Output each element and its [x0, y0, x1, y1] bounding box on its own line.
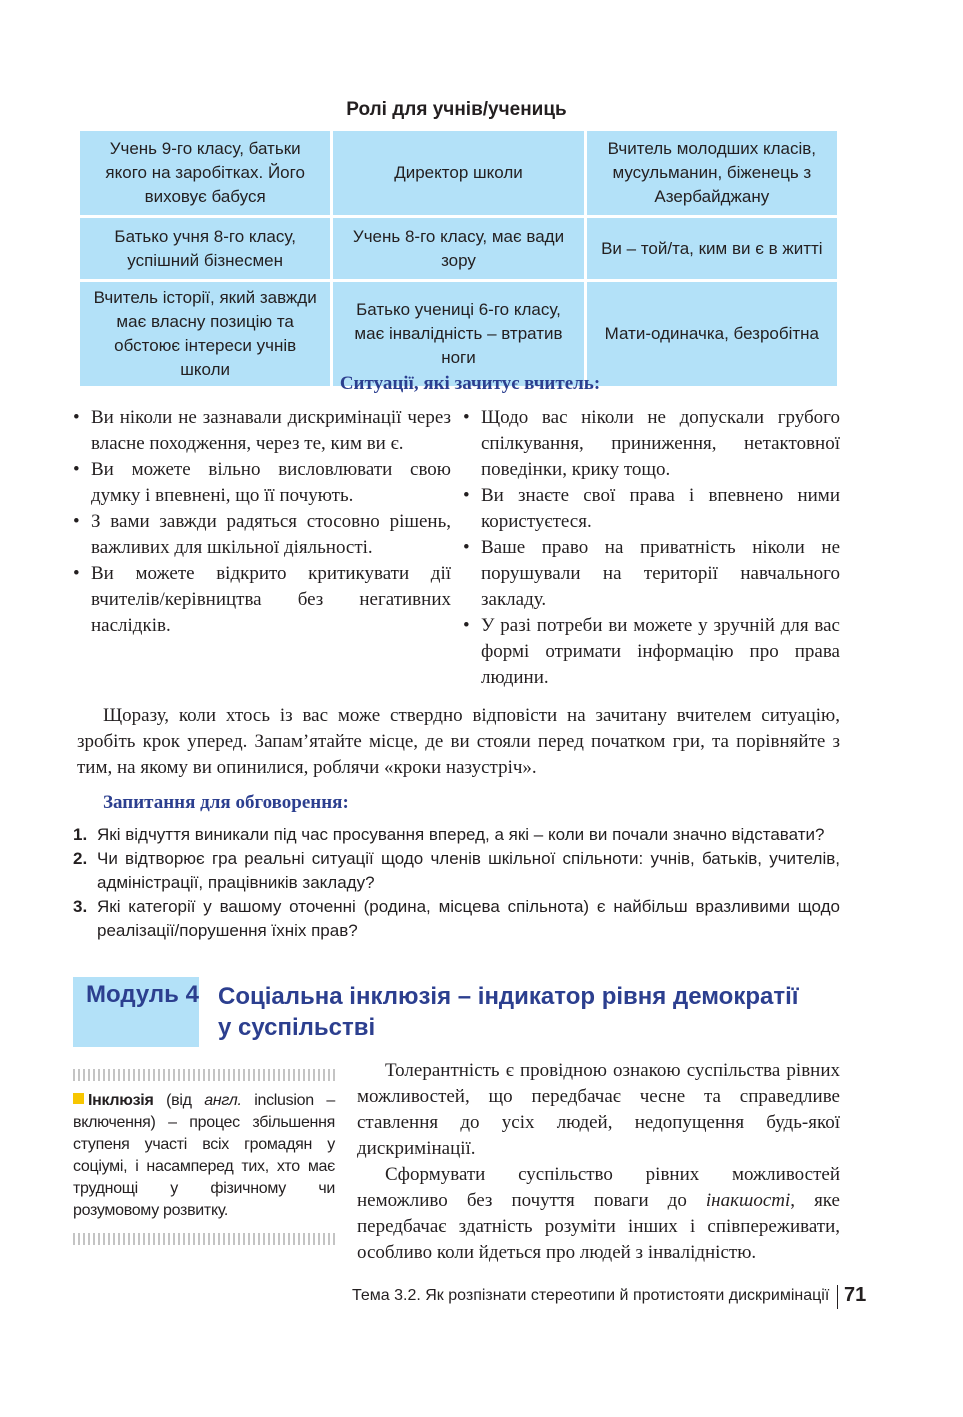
table-cell: Директор школи: [332, 130, 585, 217]
list-item: • У разі потреби ви можете у зручній для вас формі отримати інформацію про права людини.: [463, 615, 840, 688]
roles-title: Ролі для учнів/учениць: [346, 99, 567, 120]
sidebar-divider-bottom: [73, 1233, 336, 1245]
questions-title: Запитання для обговорення:: [103, 792, 349, 813]
question-number: 1.: [73, 825, 88, 844]
table-cell: Батько учня 8-го класу, успішний бізнесмен: [79, 217, 332, 281]
question-number: 3.: [73, 897, 88, 916]
bullet-icon: •: [463, 615, 470, 636]
main-text: [357, 1058, 840, 1266]
footer-divider: [837, 1285, 838, 1309]
table-cell: Вчитель молодших класів, мусульманин, біженець з Азербайджану: [585, 130, 838, 217]
roles-table: [77, 128, 840, 389]
module-label: Модуль 4: [86, 981, 199, 1008]
question-item: 2. Чи відтворює гра реальні ситуації щодо членів шкільної спільноти: учнів, батьків, учителів, адміністрації, працівників закладу?: [73, 849, 840, 892]
table-cell: Учень 8-го класу, має вади зору: [332, 217, 585, 281]
footer-topic: Тема 3.2. Як розпізнати стереотипи й протистояти дискримінації: [352, 1287, 830, 1304]
table-row: [79, 281, 839, 388]
bullet-icon: •: [73, 511, 80, 532]
game-instructions-paragraph: Щоразу, коли хтось із вас може ствердно відповісти на зачитану вчителем ситуацію, зробіть крок уперед. Запам’ятайте місце, де ви стояли перед початком гри, та порівняйте з тим, на якому ви опинилися, роблячи «кроки назустріч».: [77, 705, 840, 778]
list-item: • Ви ніколи не зазнавали дискримінації через власне походження, через те, ким ви є.: [73, 407, 451, 454]
list-item: • Щодо вас ніколи не допускали грубого спілкування, приниження, нетактовної поведінки, крику тощо.: [463, 407, 840, 480]
bullet-icon: •: [73, 459, 80, 480]
list-item: • З вами завжди радяться стосовно рішень, важливих для шкільної діяльності.: [73, 511, 451, 558]
list-item: • Ваше право на приватність ніколи не порушували на території навчального закладу.: [463, 537, 840, 610]
table-cell: Батько учениці 6-го класу, має інвалідність – втратив ноги: [332, 281, 585, 388]
square-marker-icon: [73, 1093, 84, 1104]
situations-left-column: [73, 405, 451, 639]
definition-sidebar: Інклюзія (від англ. inclusion – включення) – процес збільшення ступеня участі всіх громадян у соціумі, і насамперед тих, хто має труднощі у фізичному чи розумовому розвитку.: [73, 1092, 336, 1219]
question-number: 2.: [73, 849, 88, 868]
bullet-icon: •: [73, 407, 80, 428]
table-cell: Ви – той/та, ким ви є в житті: [585, 217, 838, 281]
paragraph: Толерантність є провідною ознакою суспільства рівних можливостей, що передбачає чесне та справедливе ставлення до усіх людей, недопущення будь-якої дискримінації.: [357, 1060, 840, 1159]
definition-term: Інклюзія: [88, 1092, 154, 1109]
sidebar-divider-top: [73, 1069, 336, 1081]
table-row: [79, 130, 839, 217]
questions-list: [73, 823, 840, 943]
table-cell: Вчитель історії, який завжди має власну позицію та обстоює інтереси учнів школи: [79, 281, 332, 388]
bullet-icon: •: [463, 485, 470, 506]
bullet-icon: •: [73, 563, 80, 584]
table-cell: Мати-одиначка, безробітна: [585, 281, 838, 388]
module-title: Соціальна інклюзія – індикатор рівня демократії у суспільстві: [218, 983, 799, 1041]
question-item: 1. Які відчуття виникали під час просування вперед, а які – коли ви почали значно відставати?: [73, 823, 840, 847]
situations-title: Ситуації, які зачитує вчитель:: [339, 373, 601, 394]
question-item: 3. Які категорії у вашому оточенні (родина, місцева спільнота) є найбільш вразливими щодо реалізації/порушення їхніх прав?: [73, 897, 840, 940]
page-number: 71: [844, 1284, 867, 1306]
list-item: • Ви знаєте свої права і впевнено ними користуєтеся.: [463, 485, 840, 532]
bullet-icon: •: [463, 537, 470, 558]
bullet-icon: •: [463, 407, 470, 428]
situations-right-column: [463, 405, 840, 691]
list-item: • Ви можете відкрито критикувати дії вчителів/керівництва без негативних наслідків.: [73, 563, 451, 636]
table-cell: Учень 9-го класу, батьки якого на заробітках. Його виховує бабуся: [79, 130, 332, 217]
list-item: • Ви можете вільно висловлювати свою думку і впевнені, що її почують.: [73, 459, 451, 506]
paragraph: Сформувати суспільство рівних можливостей неможливо без почуття поваги до інакшості, яке передбачає здатність розуміти інших і співпереживати, особливо коли йдеться про людей з інвалідністю.: [357, 1164, 840, 1263]
table-row: [79, 217, 839, 281]
